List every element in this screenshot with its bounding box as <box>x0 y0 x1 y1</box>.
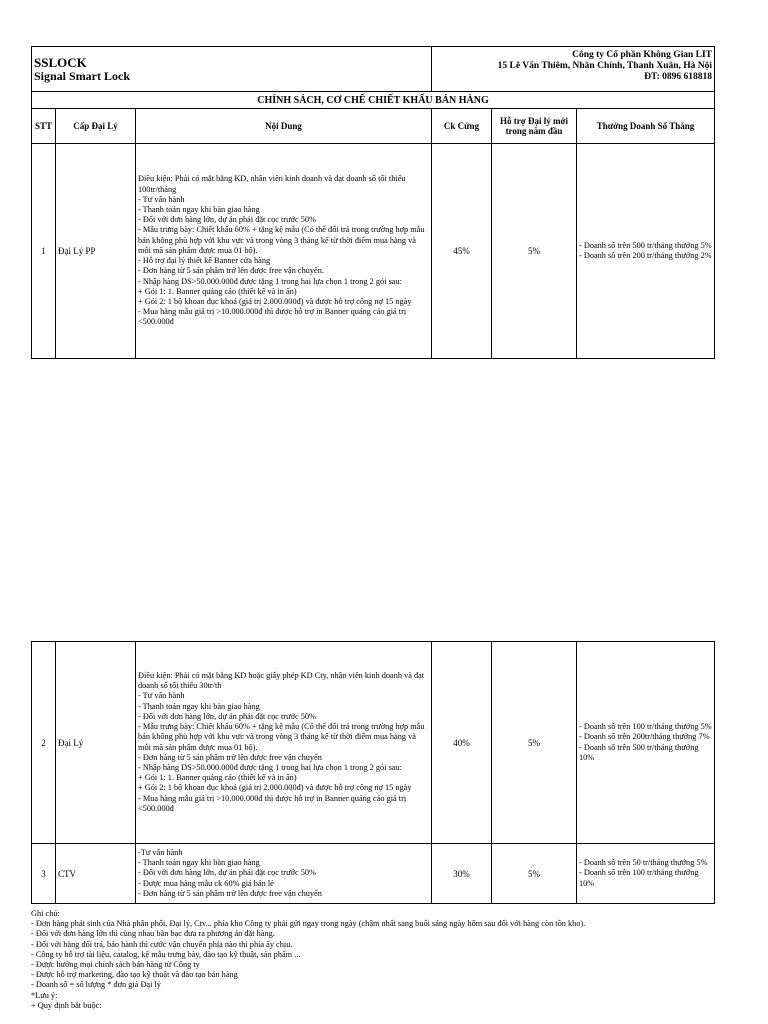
col-header-support: Hỗ trợ Đại lý mới trong năm đầu <box>492 109 577 144</box>
row-content <box>136 144 432 359</box>
content-line: - Mẫu trưng bày: Chiết khấu 60% + tặng kệ mẫu (Có thể đổi trả trong trường hợp mẫu bán không phù hợp với khu vực và trong vòng 3 tháng kể từ thời điểm mua hàng và mỗi mã sản phẩm được mua 01 bộ). <box>138 722 425 752</box>
content-line: - Thanh toán ngay khi bàn giao hàng <box>138 858 260 868</box>
row-bonus <box>577 642 715 844</box>
product-name: Signal Smart Lock <box>34 69 131 83</box>
content-line: - Được mua hàng mẫu ck 60% giá bán lẻ <box>138 878 274 888</box>
company-info-cell <box>432 47 715 92</box>
notes-line: - Đối với hàng đổi trả, bảo hành thì cước vận chuyển phía nào thì phía ấy chịu. <box>31 939 293 949</box>
row-support: 5% <box>492 844 577 904</box>
notes-line: - Đơn hàng phát sinh của Nhà phân phối, Đại lý, Ctv... phía kho Công ty phải gửi ngay trong ngày (chậm nhất sang buổi sáng ngày hôm sau đối với hàng còn tồn kho). <box>31 919 586 929</box>
content-line: - Đơn hàng từ 5 sản phẩm trở lên được free vận chuyển. <box>138 266 324 276</box>
row-support: 5% <box>492 642 577 844</box>
content-line: - Hỗ trợ đại lý thiết kế Banner cửa hàng <box>138 256 271 266</box>
notes-line: Ghi chú: <box>31 909 60 918</box>
row-support: 5% <box>492 144 577 359</box>
notes-line: *Lưu ý: <box>31 990 58 1000</box>
brand-name: SSLOCK <box>34 55 87 70</box>
content-line: + Gói 1: 1. Banner quảng cáo (thiết kế và in ấn) <box>138 773 297 783</box>
company-address: 15 Lê Văn Thiêm, Nhân Chính, Thanh Xuân, Hà Nội <box>497 61 713 71</box>
content-line: - Nhập hàng DS>50.000.000đ được tặng 1 trong hai lựa chọn 1 trong 2 gói sau: <box>138 762 402 772</box>
col-header-bonus: Thưởng Doanh Số Tháng <box>577 109 715 144</box>
bonus-line: - Doanh số trên 50 tr/tháng thưởng 5% <box>579 858 708 868</box>
row-ck: 40% <box>432 642 492 844</box>
content-line: - Đơn hàng từ 5 sản phẩm trở lên được free vận chuyển <box>138 888 322 898</box>
company-name: Công ty Cổ phần Không Gian LIT <box>572 50 713 60</box>
row-content <box>136 844 432 904</box>
content-line: Điều kiện: Phải có mặt bằng KD, nhân viên kinh doanh và đạt doanh số tối thiểu 100tr/tháng <box>138 174 406 194</box>
bonus-line: - Doanh số trên 500 tr/tháng thưởng 10% <box>579 742 699 762</box>
policy-title: CHÍNH SÁCH, CƠ CHẾ CHIẾT KHẤU BÁN HÀNG <box>32 92 715 109</box>
content-line: - Đơn hàng từ 5 sản phẩm trở lên được free vận chuyển <box>138 752 322 762</box>
content-line: - Đối với đơn hàng lớn, dự án phải đặt cọc trước 50% <box>138 215 316 225</box>
content-line: + Gói 2: 1 bộ khoan đục khoá (giá trị 2.000.000đ) và được hỗ trợ công nợ 15 ngày <box>138 296 412 306</box>
content-line: + Gói 2: 1 bộ khoan đục khoá (giá trị 2.000.000đ) và được hỗ trợ công nợ 15 ngày <box>138 783 412 793</box>
content-line: - Mẫu trưng bày: Chiết khấu 60% + tặng kệ mẫu (Có thể đổi trả trong trường hợp mẫu bán không phù hợp với khu vực và trong vòng 3 tháng kể từ thời điểm mua hàng và mỗi mã sản phẩm được mua 01 bộ). <box>138 225 425 255</box>
table-row <box>32 844 715 904</box>
row-stt: 2 <box>32 642 56 844</box>
content-line: - Đối với đơn hàng lớn, dự án phải đặt cọc trước 50% <box>138 868 316 878</box>
notes-section <box>31 909 731 1011</box>
col-header-content: Nội Dung <box>136 109 432 144</box>
notes-line: - Được hỗ trợ marketing, đào tạo kỹ thuật và đào tạo bán hàng <box>31 970 238 980</box>
row-stt: 3 <box>32 844 56 904</box>
notes-line: - Doanh số = số lượng * đơn giá Đại lý <box>31 980 161 990</box>
row-content <box>136 642 432 844</box>
table-row <box>32 144 715 359</box>
col-header-ck: Ck Cứng <box>432 109 492 144</box>
content-line: - Thanh toán ngay khi bàn giao hàng <box>138 205 260 215</box>
content-line: - Tư vấn hành <box>138 691 185 701</box>
content-line: + Gói 1: 1. Banner quảng cáo (thiết kế và in ấn) <box>138 286 297 296</box>
content-line: -Tư vấn hành <box>138 847 183 857</box>
notes-line: - Đối với đơn hàng lớn thì cùng nhau bàn bạc đưa ra phương án đặt hàng. <box>31 929 275 939</box>
bonus-line: - Doanh số trên 200tr/tháng thưởng 7% <box>579 732 710 742</box>
row-bonus <box>577 844 715 904</box>
row-level: CTV <box>56 844 136 904</box>
bonus-line: - Doanh số trên 100 tr/tháng thưởng 5% <box>579 722 712 732</box>
row-stt: 1 <box>32 144 56 359</box>
policy-table-page2 <box>31 641 715 904</box>
company-phone: ĐT: 0896 618818 <box>644 72 713 82</box>
row-ck: 30% <box>432 844 492 904</box>
row-bonus <box>577 144 715 359</box>
content-line: - Thanh toán ngay khi bàn giao hàng <box>138 701 260 711</box>
row-level: Đại Lý PP <box>56 144 136 359</box>
content-line: - Mua hàng mẫu giá trị >10.000.000đ thì được hỗ trợ in Banner quảng cáo giá trị <500.000đ <box>138 307 407 327</box>
content-line: - Tư vấn hành <box>138 194 185 204</box>
col-header-level: Cấp Đại Lý <box>56 109 136 144</box>
table-row <box>32 642 715 844</box>
row-ck: 45% <box>432 144 492 359</box>
content-line: - Mua hàng mẫu giá trị >10.000.000đ thì được hỗ trợ in Banner quảng cáo giá trị <500.000đ <box>138 793 407 813</box>
row-level: Đại Lý <box>56 642 136 844</box>
col-header-stt: STT <box>32 109 56 144</box>
bonus-line: - Doanh số trên 100 tr/tháng thưởng 10% <box>579 868 699 888</box>
content-line: - Đối với đơn hàng lớn, dự án phải đặt cọc trước 50% <box>138 711 316 721</box>
table-header-row <box>32 109 715 144</box>
content-line: - Nhập hàng DS>50.000.000đ được tặng 1 trong hai lựa chọn 1 trong 2 gói sau: <box>138 276 402 286</box>
notes-line: + Quy định bắt buộc: <box>31 1000 102 1010</box>
bonus-line: - Doanh số trên 200 tr/tháng thưởng 2% <box>579 251 712 260</box>
content-line: Điều kiện: Phải có mặt bằng KD hoặc giấy phép KD Cty, nhân viên kinh doanh và đạt doanh số tối thiểu 30tr/th <box>138 671 425 691</box>
notes-line: - Được hưởng mọi chính sách bán hàng từ Công ty <box>31 960 200 970</box>
bonus-line: - Doanh số trên 500 tr/tháng thưởng 5% <box>579 240 712 250</box>
notes-line: - Công ty hỗ trợ tài liệu, catalog, kệ mẫu trưng bày, đào tạo kỹ thuật, sản phẩm ... <box>31 949 301 959</box>
policy-table-page1 <box>31 46 715 359</box>
brand-cell <box>32 47 432 92</box>
